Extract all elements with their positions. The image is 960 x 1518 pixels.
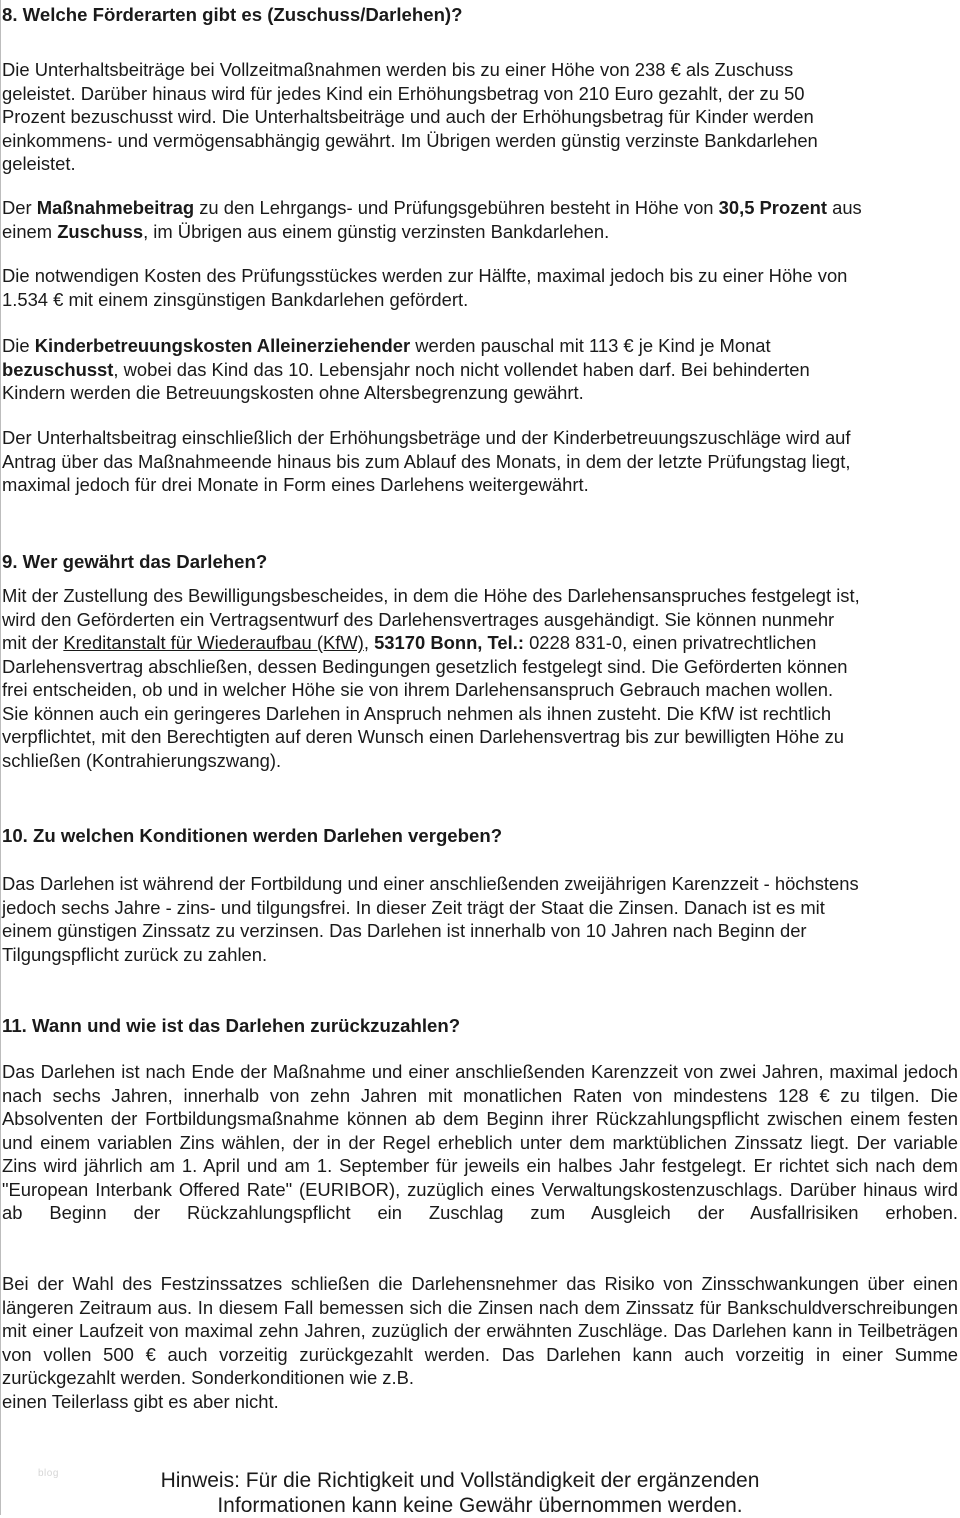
- text-run: Der: [2, 197, 37, 218]
- text-run: Mit der Zustellung des Bewilligungsbescheides, in dem die Höhe des Darlehensanspruches festgelegt ist, wird den Geförderten ein Vertragsentwurf des Darlehensvertrages ausgehändigt. Sie können nunmehr mit der: [2, 585, 860, 653]
- section-8-heading: 8. Welche Förderarten gibt es (Zuschuss/Darlehen)?: [2, 4, 463, 25]
- bold-term-zuschuss: Zuschuss: [57, 220, 144, 242]
- bold-term-percent: 30,5 Prozent: [718, 197, 827, 218]
- bold-address: 53170 Bonn, Tel.:: [374, 632, 524, 653]
- text-run: 0228 831-0, einen privatrechtlichen Darlehensvertrag abschließen, dessen Bedingungen gesetzlich festgelegt sind. Die Geförderten können frei entscheiden, ob und in welcher Höhe sie von ihrem Darlehensanspruch Gebrauch machen wollen. Sie können auch ein geringeres Darlehen in Anspruch nehmen als ihnen zusteht. Die KfW ist rechtlich verpflichtet, mit den Berechtigten auf deren Wunsch einen Darlehensvertrag bis zur bewilligten Höhe zu schließen (Kontrahierungszwang).: [2, 632, 848, 771]
- disclaimer-line-1: Hinweis: Für die Richtigkeit und Vollständigkeit der ergänzenden: [160, 1469, 760, 1492]
- section-9-paragraph-1: [2, 584, 958, 772]
- section-8-paragraph-2: [2, 196, 958, 243]
- text-run: aus einem: [2, 197, 862, 242]
- section-9-heading: 9. Wer gewährt das Darlehen?: [2, 551, 268, 572]
- text-run: , wobei das Kind das 10. Lebensjahr noch nicht vollendet haben darf. Bei behinderten Kindern werden die Betreuungskosten ohne Altersbegrenzung gewährt.: [2, 358, 810, 403]
- bold-term-bezuschusst: bezuschusst: [2, 358, 114, 380]
- bold-term-massnahmebeitrag: Maßnahmebeitrag: [36, 197, 195, 218]
- text-run: werden pauschal mit 113 € je Kind je Monat: [415, 335, 771, 356]
- section-8-paragraph-4: [2, 334, 958, 405]
- text-run: , im Übrigen aus einem günstig verzinsten Bankdarlehen.: [143, 220, 610, 242]
- text-run: Bei der Wahl des Festzinssatzes schließen die Darlehensnehmer das Risiko von Zinsschwankungen über einen längeren Zeitraum aus. In diesem Fall bemessen sich die Zinsen nach dem Zinssatz für Bankschuldverschreibungen mit einer Laufzeit von maximal zehn Jahren, zuzüglich der erwähnten Zuschläge. Das Darlehen kann in Teilbeträgen von vollen 500 € auch vorzeitig zurückgezahlt werden. Das Darlehen kann auch vorzeitig in einer Summe zurückgezahlt werden. Sonderkonditionen wie z.B.: [2, 1273, 958, 1388]
- page-left-border: [0, 0, 1, 1515]
- section-11-paragraph-1: Das Darlehen ist nach Ende der Maßnahme und einer anschließenden Karenzzeit von zwei Jahren, maximal jedoch nach sechs Jahren, innerhalb von zehn Jahren mit monatlichen Raten von mindestens 128 € zu tilgen. Die Absolventen der Fortbildungsmaßnahme können ab dem Beginn ihrer Rückzahlungspflicht zwischen einem festen und einem variablen Zins wählen, der in der Regel erheblich unter dem marktüblichen Zinssatz liegt. Der variable Zins wird jährlich am 1. April und am 1. September für jeweils ein halbes Jahr festgelegt. Er richtet sich nach dem "European Interbank Offered Rate" (EURIBOR), zuzüglich eines Verwaltungskostenzuschlags. Darüber hinaus wird ab Beginn der Rückzahlungspflicht ein Zuschlag zum Ausgleich der Ausfallrisiken erhoben.: [2, 1061, 958, 1223]
- section-8-paragraph-3: Die notwendigen Kosten des Prüfungsstückes werden zur Hälfte, maximal jedoch bis zu einer Höhe von 1.534 € mit einem zinsgünstigen Bankdarlehen gefördert.: [2, 265, 848, 310]
- section-11-paragraph-2: [2, 1272, 958, 1413]
- bold-term-kinderbetreuung: Kinderbetreuungskosten Alleinerziehender: [34, 335, 411, 356]
- kfw-link[interactable]: Kreditanstalt für Wiederaufbau (KfW): [63, 632, 364, 653]
- section-8-paragraph-5: Der Unterhaltsbeitrag einschließlich der Erhöhungsbeträge und der Kinderbetreuungszuschläge wird auf Antrag über das Maßnahmeende hinaus bis zum Ablauf des Monats, in dem der letzte Prüfungstag liegt, maximal jedoch für drei Monate in Form eines Darlehens weitergewährt.: [2, 427, 851, 495]
- section-10-heading: 10. Zu welchen Konditionen werden Darlehen vergeben?: [2, 825, 503, 846]
- text-run: Die: [2, 335, 35, 356]
- text-run-last-line: einen Teilerlass gibt es aber nicht.: [2, 1390, 279, 1412]
- section-10-paragraph-1: Das Darlehen ist während der Fortbildung und einer anschließenden zweijährigen Karenzzeit - höchstens jedoch sechs Jahre - zins- und tilgungsfrei. In dieser Zeit trägt der Staat die Zinsen. Danach ist es mit einem günstigen Zinssatz zu verzinsen. Das Darlehen ist innerhalb von 10 Jahren nach Beginn der Tilgungspflicht zurück zu zahlen.: [2, 873, 859, 965]
- text-run: zu den Lehrgangs- und Prüfungsgebühren besteht in Höhe von: [194, 197, 719, 218]
- text-run: ,: [363, 632, 375, 653]
- disclaimer-line-2: Informationen kann keine Gewähr übernommen werden.: [217, 1494, 743, 1517]
- section-8-paragraph-1: Die Unterhaltsbeiträge bei Vollzeitmaßnahmen werden bis zu einer Höhe von 238 € als Zuschuss geleistet. Darüber hinaus wird für jedes Kind ein Erhöhungsbetrag von 210 Euro gezahlt, der zu 50 Prozent bezuschusst wird. Die Unterhaltsbeiträge und auch der Erhöhungsbetrag für Kinder werden einkommens- und vermögensabhängig gewährt. Im Übrigen werden günstig verzinste Bankdarlehen geleistet.: [2, 59, 818, 174]
- watermark-text: blog: [38, 1468, 59, 1479]
- disclaimer-notice: [0, 1468, 960, 1518]
- section-11-heading: 11. Wann und wie ist das Darlehen zurückzuzahlen?: [2, 1015, 461, 1036]
